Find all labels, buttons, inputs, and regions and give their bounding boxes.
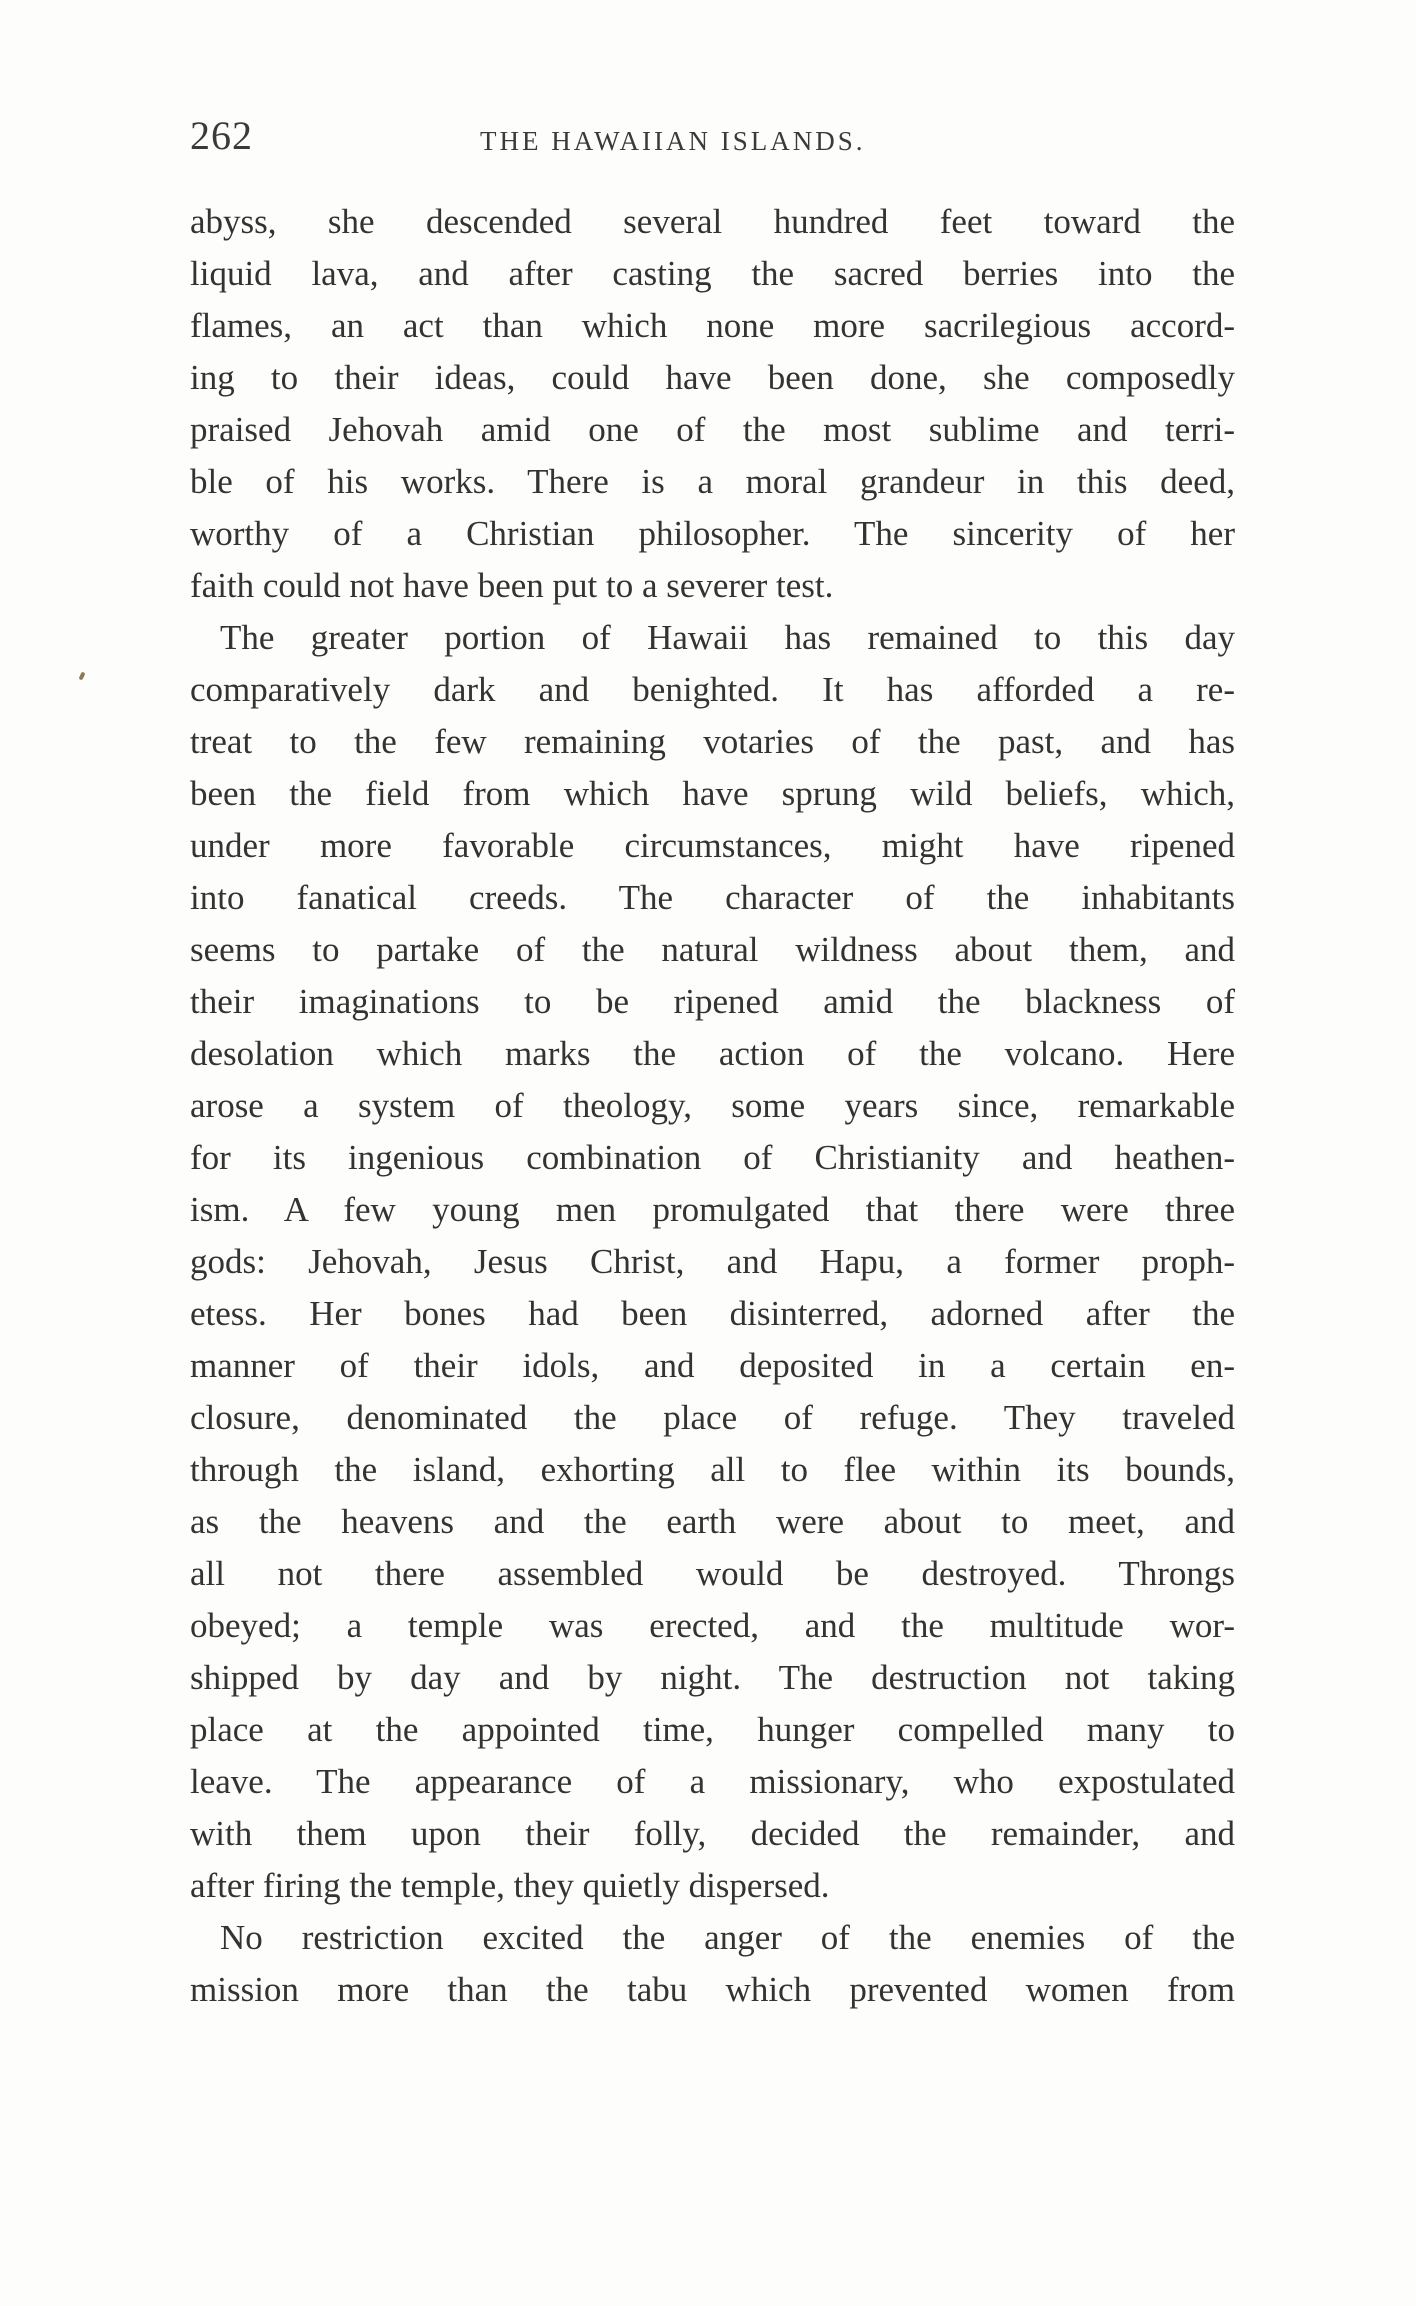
text-line: abyss, she descended several hundred feet toward the: [190, 202, 1235, 241]
text-line: No restriction excited the anger of the enemies of the: [220, 1918, 1235, 1957]
text-line: been the field from which have sprung wild beliefs, which,: [190, 774, 1235, 813]
text-line: comparatively dark and benighted. It has afforded a re-: [190, 670, 1235, 709]
text-line: treat to the few remaining votaries of the past, and has: [190, 722, 1235, 761]
text-line: after firing the temple, they quietly dispersed.: [190, 1866, 830, 1905]
text-line: manner of their idols, and deposited in a certain en-: [190, 1346, 1235, 1385]
text-line: under more favorable circumstances, might have ripened: [190, 826, 1235, 865]
text-line: etess. Her bones had been disinterred, adorned after the: [190, 1294, 1235, 1333]
text-line: all not there assembled would be destroyed. Throngs: [190, 1554, 1235, 1593]
text-line: obeyed; a temple was erected, and the multitude wor-: [190, 1606, 1235, 1645]
ink-speck: [78, 672, 85, 681]
text-line: faith could not have been put to a severer test.: [190, 566, 834, 605]
text-line: into fanatical creeds. The character of the inhabitants: [190, 878, 1235, 917]
text-line: with them upon their folly, decided the remainder, and: [190, 1814, 1235, 1853]
text-line: liquid lava, and after casting the sacred berries into the: [190, 254, 1235, 293]
text-line: closure, denominated the place of refuge. They traveled: [190, 1398, 1235, 1437]
text-line: mission more than the tabu which prevented women from: [190, 1970, 1235, 2009]
text-line: leave. The appearance of a missionary, who expostulated: [190, 1762, 1235, 1801]
text-line: ism. A few young men promulgated that there were three: [190, 1190, 1235, 1229]
body-text: [190, 196, 1235, 2016]
text-line: flames, an act than which none more sacrilegious accord-: [190, 306, 1235, 345]
text-line: gods: Jehovah, Jesus Christ, and Hapu, a former proph-: [190, 1242, 1235, 1281]
text-line: praised Jehovah amid one of the most sublime and terri-: [190, 410, 1235, 449]
text-line: place at the appointed time, hunger compelled many to: [190, 1710, 1235, 1749]
text-line: ble of his works. There is a moral grandeur in this deed,: [190, 462, 1235, 501]
text-line: ing to their ideas, could have been done, she composedly: [190, 358, 1235, 397]
text-line: arose a system of theology, some years since, remarkable: [190, 1086, 1235, 1125]
text-line: The greater portion of Hawaii has remained to this day: [220, 618, 1235, 657]
running-head: [190, 112, 1240, 162]
text-line: through the island, exhorting all to flee within its bounds,: [190, 1450, 1235, 1489]
page-number: 262: [190, 113, 253, 158]
text-line: as the heavens and the earth were about to meet, and: [190, 1502, 1235, 1541]
text-line: their imaginations to be ripened amid the blackness of: [190, 982, 1235, 1021]
text-line: worthy of a Christian philosopher. The sincerity of her: [190, 514, 1235, 553]
running-title: THE HAWAIIAN ISLANDS.: [480, 126, 866, 156]
text-line: seems to partake of the natural wildness about them, and: [190, 930, 1235, 969]
text-line: shipped by day and by night. The destruction not taking: [190, 1658, 1235, 1697]
text-line: desolation which marks the action of the volcano. Here: [190, 1034, 1235, 1073]
text-line: for its ingenious combination of Christianity and heathen-: [190, 1138, 1235, 1177]
